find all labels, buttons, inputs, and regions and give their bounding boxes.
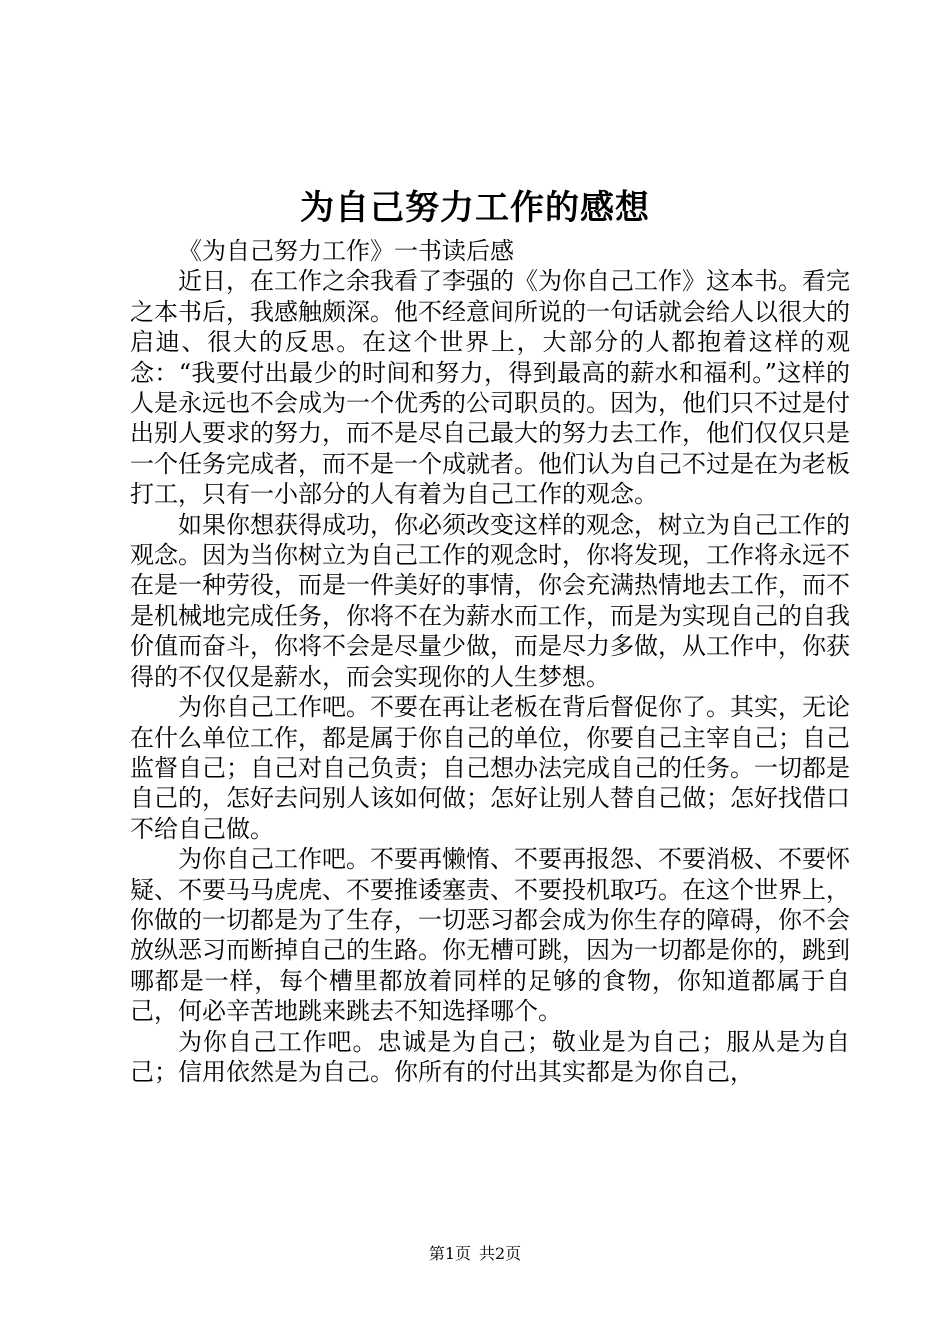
paragraph: 近日，在工作之余我看了李强的《为你自己工作》这本书。看完之本书后，我感触颇深。他不经意间所说的一句话就会给人以很大的启迪、很大的反思。在这个世界上，大部分的人都抱着这样的观念：“我要付出最少的时间和努力，得到最高的薪水和福利。”这样的人是永远也不会成为一个优秀的公司职员的。因为，他们只不过是付出别人要求的努力，而不是尽自己最大的努力去工作，他们仅仅只是一个任务完成者，而不是一个成就者。他们认为自己不过是在为老板打工，只有一小部分的人有着为自己工作的观念。 — [130, 267, 850, 509]
page-total: 共2页 — [479, 1244, 522, 1263]
document-title: 为自己努力工作的感想 — [300, 188, 650, 228]
paragraph: 为你自己工作吧。忠诚是为自己；敬业是为自己；服从是为自己；信用依然是为自己。你所有的付出其实都是为你自己， — [130, 1027, 850, 1086]
paragraph: 为你自己工作吧。不要在再让老板在背后督促你了。其实，无论在什么单位工作，都是属于你自己的单位，你要自己主宰自己；自己监督自己；自己对自己负责；自己想办法完成自己的任务。一切都是自己的，怎好去问别人该如何做；怎好让别人替自己做；怎好找借口不给自己做。 — [130, 693, 850, 843]
page-footer — [0, 1244, 950, 1264]
paragraph: 为你自己工作吧。不要再懒惰、不要再报怨、不要消极、不要怀疑、不要马马虎虎、不要推诿塞责、不要投机取巧。在这个世界上，你做的一切都是为了生存，一切恶习都会成为你生存的障碍，你不会放纵恶习而断掉自己的生路。你无槽可跳，因为一切都是你的，跳到哪都是一样，每个槽里都放着同样的足够的食物，你知道都属于自己，何必辛苦地跳来跳去不知选择哪个。 — [130, 845, 850, 1026]
page-number: 第1页 — [428, 1244, 471, 1263]
paragraph: 如果你想获得成功，你必须改变这样的观念，树立为自己工作的观念。因为当你树立为自己工作的观念时，你将发现，工作将永远不在是一种劳役，而是一件美好的事情，你会充满热情地去工作，而不是机械地完成任务，你将不在为薪水而工作，而是为实现自己的自我价值而奋斗，你将不会是尽量少做，而是尽力多做，从工作中，你获得的不仅仅是薪水，而会实现你的人生梦想。 — [130, 510, 850, 691]
document-body — [130, 236, 850, 1087]
paragraph-subtitle: 《为自己努力工作》一书读后感 — [178, 237, 514, 265]
